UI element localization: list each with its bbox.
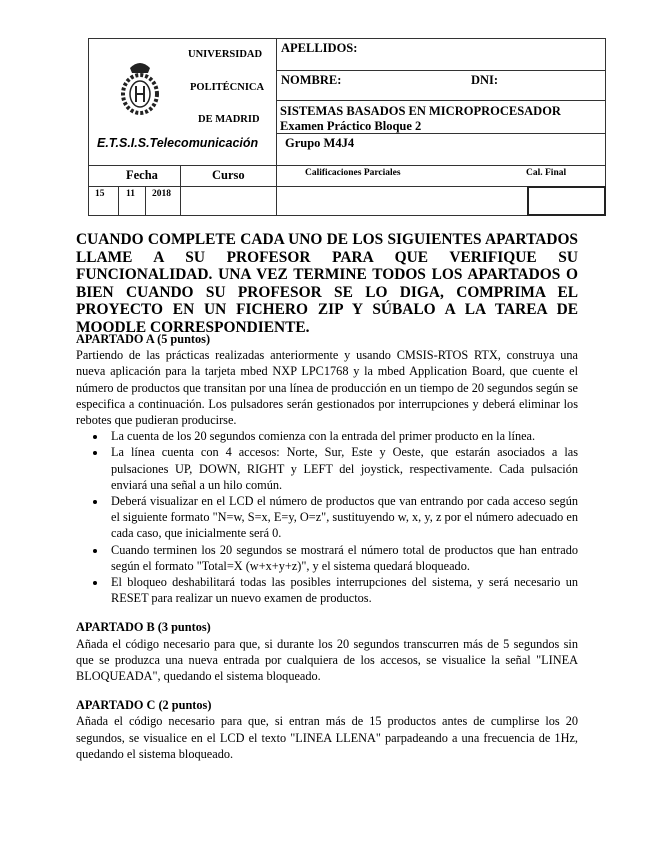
section-title: APARTADO B (3 puntos) [76, 620, 211, 635]
apellidos-label: APELLIDOS: [281, 41, 358, 55]
university-line-3: DE MADRID [198, 114, 260, 125]
school-name: E.T.S.I.S.Telecomunicación [97, 136, 259, 150]
curso-label: Curso [212, 168, 245, 182]
section-text: Añada el código necesario para que, si entran más de 15 productos antes de cumplirse los 20 segundos, se visualice en el LCD el texto "LINEA LLENA" parpadeando a una frecuencia de 1Hz, quedando el sistema bloqueado. [76, 714, 578, 761]
group-label: Grupo M4J4 [285, 136, 355, 150]
bullet-list [76, 428, 578, 606]
dni-label: DNI: [471, 73, 499, 87]
university-line-1: UNIVERSIDAD [188, 49, 263, 60]
list-item: • La línea cuenta con 4 accesos: Norte, Sur, Este y Oeste, que estarán asociados a las pulsaciones UP, DOWN, RIGHT y LEFT del joystick, respectivamente. Cada pulsación enviará una señal a un hilo común. [107, 444, 578, 493]
university-line-2: POLITÉCNICA [190, 82, 265, 93]
date-month: 11 [126, 189, 135, 199]
final-label: Cal. Final [526, 168, 567, 178]
date-year: 2018 [152, 189, 171, 199]
list-item: • Deberá visualizar en el LCD el número de productos que van entrando por cada acceso según el siguiente formato "N=w, S=x, E=y, O=z", sustituyendo w, x, y, z por el número adecuado en cada caso, que inicialmente será 0. [107, 493, 578, 542]
exam-body [76, 331, 578, 762]
university-seal-logo [115, 58, 165, 116]
list-item: • Cuando terminen los 20 segundos se mostrará el número total de productos que han entrado según el formato "Total=X (w+x+y+z)", y el sistema quedará bloqueado. [107, 542, 578, 574]
fecha-label: Fecha [126, 168, 158, 182]
list-item: • El bloqueo deshabilitará todas las posibles interrupciones del sistema, y será necesario un RESET para realizar un nuevo examen de productos. [107, 574, 578, 606]
parciales-label: Calificaciones Parciales [305, 168, 401, 178]
section-a [76, 331, 578, 606]
list-item: • La cuenta de los 20 segundos comienza con la entrada del primer producto en la línea. [107, 428, 578, 444]
section-text: Partiendo de las prácticas realizadas anteriormente y usando CMSIS-RTOS RTX, construya una nueva aplicación para la tarjeta mbed NXP LPC1768 y la mbed Application Board, que cuente el número de productos que transitan por una línea de producción en un tiempo de 20 segundos según se especifica a continuación. Los pulsadores serán gestionados por interrupciones y deberá eliminar los rebotes que pudieran producirse. [76, 348, 578, 428]
section-title: APARTADO A (5 puntos) [76, 332, 211, 346]
date-day: 15 [95, 189, 105, 199]
section-c [76, 697, 578, 762]
subject-title: SISTEMAS BASADOS EN MICROPROCESADOR [280, 104, 561, 118]
instructions-heading: CUANDO COMPLETE CADA UNO DE LOS SIGUIENTES APARTADOS LLAME A SU PROFESOR PARA QUE VERIFIQUE SU FUNCIONALIDAD. UNA VEZ TERMINE TODOS LOS APARTADOS O BIEN CUANDO SU PROFESOR SE LO DIGA, COMPRIMA EL PROYECTO EN UN FICHERO ZIP Y SÚBALO A LA TAREA DE MOODLE CORRESPONDIENTE. [76, 231, 578, 336]
section-text: Añada el código necesario para que, si durante los 20 segundos transcurren más de 5 segundos sin que se produzca una nueva entrada por cualquiera de los accesos, se visualice la señal "LINEA BLOQUEADA", quedando el sistema bloqueado. [76, 636, 578, 684]
nombre-label: NOMBRE: [281, 73, 342, 87]
section-b [76, 619, 578, 684]
exam-title: Examen Práctico Bloque 2 [280, 119, 422, 133]
section-title: APARTADO C (2 puntos) [76, 698, 212, 713]
